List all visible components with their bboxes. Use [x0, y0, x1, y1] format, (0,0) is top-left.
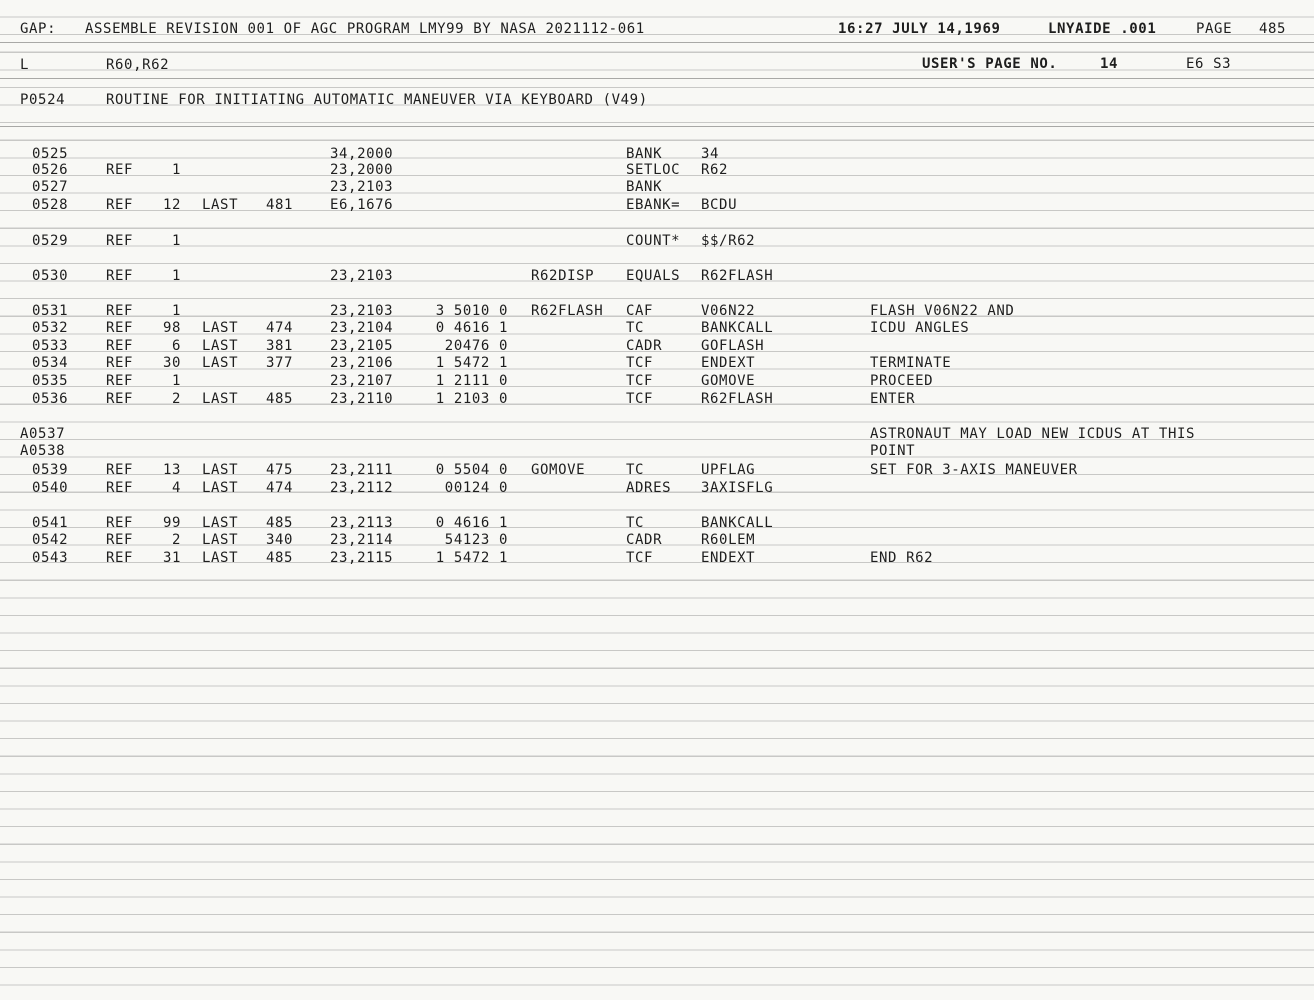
ref-label: REF [106, 355, 134, 371]
last-page: 340 [266, 532, 294, 548]
line-number: 0533 [32, 338, 69, 354]
users-page-label: USER'S PAGE NO. [922, 56, 1058, 72]
comment: ENTER [870, 391, 916, 407]
octal-word: 0 4616 1 [435, 320, 508, 336]
ref-count: 1 [171, 373, 181, 389]
opcode: EQUALS [626, 268, 681, 284]
operand: R60LEM [701, 532, 756, 548]
operand: GOMOVE [701, 373, 756, 389]
ref-label: REF [106, 338, 134, 354]
address: 23,2107 [330, 373, 394, 389]
address: 23,2103 [330, 179, 394, 195]
operand: BANKCALL [701, 515, 774, 531]
line-number: 0535 [32, 373, 69, 389]
comment: ICDU ANGLES [870, 320, 970, 336]
line-number: 0526 [32, 162, 69, 178]
address: E6,1676 [330, 197, 394, 213]
log-name: R60,R62 [106, 57, 170, 73]
comment: PROCEED [870, 373, 934, 389]
line-number: 0532 [32, 320, 69, 336]
ref-label: REF [106, 373, 134, 389]
address: 23,2106 [330, 355, 394, 371]
last-label: LAST [202, 320, 239, 336]
address: 23,2110 [330, 391, 394, 407]
header-rule-3 [0, 126, 1314, 127]
last-label: LAST [202, 355, 239, 371]
opcode: SETLOC [626, 162, 681, 178]
operand: R62FLASH [701, 268, 774, 284]
last-page: 485 [266, 550, 294, 566]
operand: BCDU [701, 197, 738, 213]
last-page: 485 [266, 515, 294, 531]
ref-label: REF [106, 162, 134, 178]
opcode: BANK [626, 146, 663, 162]
opcode: ADRES [626, 480, 672, 496]
address: 23,2113 [330, 515, 394, 531]
line-number: 0531 [32, 303, 69, 319]
ref-label: REF [106, 532, 134, 548]
opcode: TC [626, 462, 645, 478]
opcode: TC [626, 320, 645, 336]
address: 23,2115 [330, 550, 394, 566]
ref-count: 2 [171, 391, 181, 407]
last-page: 475 [266, 462, 294, 478]
last-page: 474 [266, 480, 294, 496]
opcode: CADR [626, 532, 663, 548]
operand: BANKCALL [701, 320, 774, 336]
address: 23,2114 [330, 532, 394, 548]
comment: FLASH V06N22 AND [870, 303, 1015, 319]
last-page: 381 [266, 338, 294, 354]
address: 23,2103 [330, 268, 394, 284]
octal-word: 1 5472 1 [435, 355, 508, 371]
symbol-label: R62FLASH [531, 303, 604, 319]
ref-label: REF [106, 550, 134, 566]
ref-count: 1 [171, 303, 181, 319]
comment: TERMINATE [870, 355, 952, 371]
line-number: 0543 [32, 550, 69, 566]
line-number: 0527 [32, 179, 69, 195]
opcode: TCF [626, 550, 654, 566]
last-page: 377 [266, 355, 294, 371]
ref-label: REF [106, 480, 134, 496]
ref-count: 13 [162, 462, 181, 478]
address: 23,2112 [330, 480, 394, 496]
comment: END R62 [870, 550, 934, 566]
ref-count: 12 [162, 197, 181, 213]
ref-count: 30 [162, 355, 181, 371]
ref-count: 99 [162, 515, 181, 531]
octal-word: 1 2103 0 [435, 391, 508, 407]
ref-count: 98 [162, 320, 181, 336]
operand: 34 [701, 146, 720, 162]
ref-count: 1 [171, 162, 181, 178]
last-label: LAST [202, 480, 239, 496]
users-page-number: 14 [1100, 56, 1119, 72]
octal-word: 20476 0 [444, 338, 508, 354]
ref-label: REF [106, 303, 134, 319]
last-label: LAST [202, 550, 239, 566]
ref-label: REF [106, 233, 134, 249]
gap-label: GAP: [20, 21, 57, 37]
comment: SET FOR 3-AXIS MANEUVER [870, 462, 1078, 478]
symbol-label: GOMOVE [531, 462, 586, 478]
ref-label: REF [106, 268, 134, 284]
opcode: CADR [626, 338, 663, 354]
ref-label: REF [106, 197, 134, 213]
routine-title: ROUTINE FOR INITIATING AUTOMATIC MANEUVER VIA KEYBOARD (V49) [106, 92, 648, 108]
octal-word: 0 4616 1 [435, 515, 508, 531]
line-number: 0534 [32, 355, 69, 371]
opcode: TC [626, 515, 645, 531]
last-label: LAST [202, 391, 239, 407]
opcode: TCF [626, 373, 654, 389]
header-rule-2 [0, 78, 1314, 79]
last-page: 474 [266, 320, 294, 336]
address: 23,2105 [330, 338, 394, 354]
page-number: 485 [1259, 21, 1287, 37]
octal-word: 1 2111 0 [435, 373, 508, 389]
ref-count: 1 [171, 268, 181, 284]
ref-count: 2 [171, 532, 181, 548]
line-number: 0541 [32, 515, 69, 531]
log-letter: L [20, 57, 30, 73]
ref-label: REF [106, 515, 134, 531]
octal-word: 1 5472 1 [435, 550, 508, 566]
line-number: 0542 [32, 532, 69, 548]
last-label: LAST [202, 338, 239, 354]
last-page: 481 [266, 197, 294, 213]
ref-count: 6 [171, 338, 181, 354]
assemble-line: ASSEMBLE REVISION 001 OF AGC PROGRAM LMY99 BY NASA 2021112-061 [85, 21, 645, 37]
opcode: CAF [626, 303, 654, 319]
octal-word: 0 5504 0 [435, 462, 508, 478]
operand: ENDEXT [701, 550, 756, 566]
timestamp: 16:27 JULY 14,1969 [838, 21, 1001, 37]
operand: UPFLAG [701, 462, 756, 478]
address: 23,2000 [330, 162, 394, 178]
address: 23,2104 [330, 320, 394, 336]
line-number: A0538 [20, 443, 66, 459]
page-label: PAGE [1196, 21, 1233, 37]
operand: R62 [701, 162, 729, 178]
opcode: EBANK= [626, 197, 681, 213]
address: 34,2000 [330, 146, 394, 162]
ref-label: REF [106, 391, 134, 407]
header-rule-1 [0, 42, 1314, 43]
opcode: TCF [626, 355, 654, 371]
address: 23,2111 [330, 462, 394, 478]
opcode: BANK [626, 179, 663, 195]
line-number: 0540 [32, 480, 69, 496]
symbol-label: R62DISP [531, 268, 595, 284]
ref-count: 4 [171, 480, 181, 496]
comment: ASTRONAUT MAY LOAD NEW ICDUS AT THIS [870, 426, 1196, 442]
operand: $$/R62 [701, 233, 756, 249]
last-label: LAST [202, 197, 239, 213]
last-label: LAST [202, 462, 239, 478]
ref-label: REF [106, 320, 134, 336]
operand: ENDEXT [701, 355, 756, 371]
opcode: TCF [626, 391, 654, 407]
section-id: E6 S3 [1186, 56, 1232, 72]
octal-word: 3 5010 0 [435, 303, 508, 319]
line-number: 0525 [32, 146, 69, 162]
ref-count: 1 [171, 233, 181, 249]
address: 23,2103 [330, 303, 394, 319]
operand: V06N22 [701, 303, 756, 319]
line-number: 0536 [32, 391, 69, 407]
last-label: LAST [202, 532, 239, 548]
routine-id: P0524 [20, 92, 66, 108]
last-page: 485 [266, 391, 294, 407]
operand: 3AXISFLG [701, 480, 774, 496]
line-number: 0539 [32, 462, 69, 478]
operand: R62FLASH [701, 391, 774, 407]
line-number: 0529 [32, 233, 69, 249]
comment: POINT [870, 443, 916, 459]
octal-word: 00124 0 [444, 480, 508, 496]
line-number: 0530 [32, 268, 69, 284]
user-id: LNYAIDE .001 [1048, 21, 1157, 37]
operand: GOFLASH [701, 338, 765, 354]
octal-word: 54123 0 [444, 532, 508, 548]
ref-count: 31 [162, 550, 181, 566]
line-number: 0528 [32, 197, 69, 213]
opcode: COUNT* [626, 233, 681, 249]
last-label: LAST [202, 515, 239, 531]
line-number: A0537 [20, 426, 66, 442]
ref-label: REF [106, 462, 134, 478]
